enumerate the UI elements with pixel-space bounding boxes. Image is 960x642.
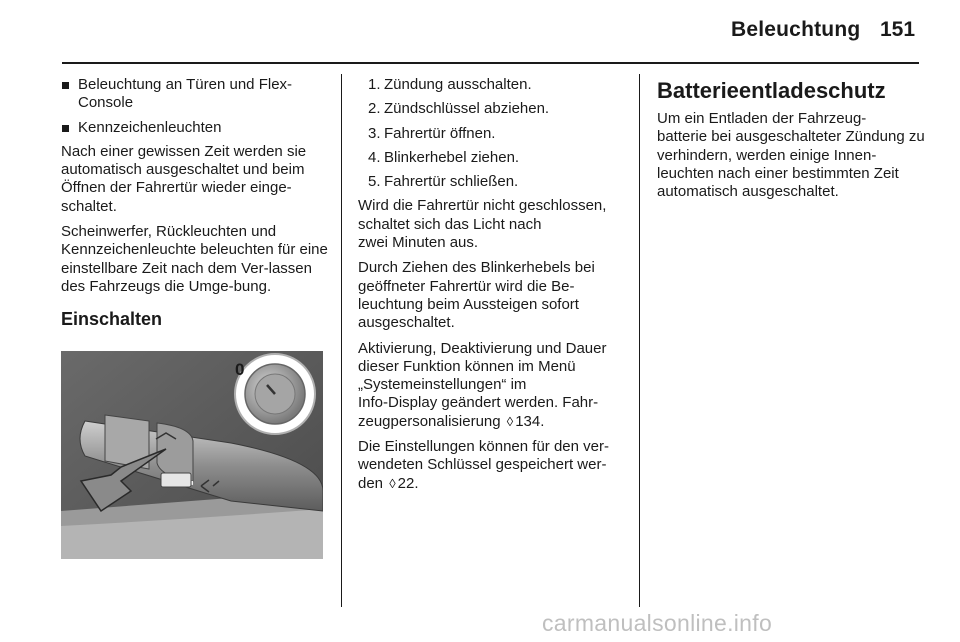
step-number: 4. [368, 148, 381, 166]
cross-reference-icon[interactable]: ◊ [506, 413, 514, 429]
step-text: Fahrertür öffnen. [384, 124, 496, 142]
lever-illustration-svg [61, 351, 323, 559]
paragraph [358, 340, 628, 431]
paragraph: Durch Ziehen des Blinkerhebels bei geöffneter Fahrertür wird die Be-leuchtung beim Aussteigen sofort ausgeschaltet. [358, 259, 595, 332]
step-item [358, 100, 628, 118]
step-text: Zündung ausschalten. [384, 76, 532, 93]
step-number: 5. [368, 173, 381, 191]
step-item [358, 173, 628, 191]
paragraph: Um ein Entladen der Fahrzeug- batterie bei ausgeschalteter Zündung zu verhindern, werden einige Innen- leuchten nach einer bestimmten Zeit automatisch ausgeschaltet. [657, 110, 925, 201]
paragraph: Nach einer gewissen Zeit werden sie automatisch ausgeschaltet und beim Öffnen der Fahrertür wieder einge-schaltet. [61, 142, 307, 215]
step-text: Blinkerhebel ziehen. [384, 148, 520, 166]
paragraph [358, 438, 628, 493]
header-rule [62, 62, 919, 64]
step-text: Fahrertür schließen. [384, 173, 519, 191]
paragraph-text: Aktivierung, Deaktivierung und Dauer dieser Funktion können im Menü „Systemeinstellungen“ im Info-Display geändert werden. Fahr-zeugpersonalisierung [358, 339, 607, 430]
column-divider-1 [341, 74, 342, 607]
figure-label: 0 [235, 360, 245, 379]
lever-illustration [61, 351, 323, 559]
section-heading: Batterieentladeschutz [657, 78, 886, 103]
page-header-title: Beleuchtung [731, 18, 861, 41]
step-item [358, 149, 628, 167]
page-reference-link[interactable]: 134. [515, 412, 545, 430]
column-divider-2 [639, 74, 640, 607]
step-item [358, 76, 628, 94]
step-number: 1. [368, 76, 381, 93]
column-1 [61, 76, 333, 339]
step-item [358, 125, 628, 143]
page-number: 151 [880, 18, 916, 41]
bullet-item: Kennzeichenleuchten [61, 119, 333, 137]
step-text: Zündschlüssel abziehen. [384, 100, 550, 118]
column-3 [657, 78, 925, 208]
cross-reference-icon[interactable]: ◊ [389, 475, 396, 491]
column-2 [358, 76, 628, 500]
paragraph-text: Die Einstellungen können für den ver-wendeten Schlüssel gespeichert wer-den [358, 438, 609, 492]
paragraph: Scheinwerfer, Rückleuchten und Kennzeichenleuchte beleuchten für eine einstellbare Zeit nach dem Ver-lassen des Fahrzeugs die Umge-bung. [61, 223, 328, 295]
step-number: 3. [368, 124, 381, 142]
watermark: carmanualsonline.info [542, 610, 773, 636]
bullet-item: Beleuchtung an Türen und Flex- Console [61, 76, 333, 113]
section-heading: Einschalten [61, 309, 163, 330]
step-number: 2. [368, 100, 381, 118]
paragraph: Wird die Fahrertür nicht geschlossen, schaltet sich das Licht nach zwei Minuten aus. [358, 197, 607, 252]
page-reference-link[interactable]: 22. [397, 474, 419, 492]
